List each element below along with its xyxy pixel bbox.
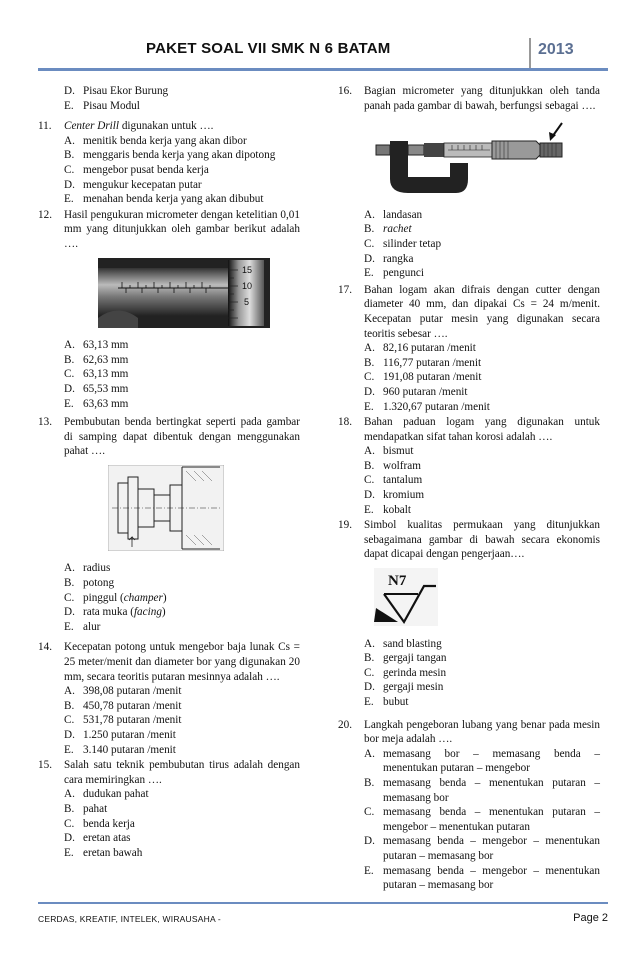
option-c: C. 191,08 putaran /menit (364, 371, 482, 384)
micrometer-reading-photo (64, 258, 300, 333)
option: E. Pisau Modul (64, 99, 140, 112)
option-d: D. memasang benda – mengebor – menentukan putaran – memasang bor (364, 835, 600, 862)
scale-number: 15 (242, 264, 253, 275)
question-stem: Bahan paduan logam yang digunakan untuk mendapatkan sifat tahan korosi adalah …. (364, 416, 600, 443)
question-12 (38, 208, 300, 411)
option-d: D. kromium (364, 489, 425, 502)
question-number: 20. (338, 718, 352, 731)
scale-number: 5 (244, 296, 250, 307)
header-divider (529, 38, 531, 68)
option-d: D. 1.250 putaran /menit (64, 729, 176, 741)
option-e: E. pengunci (364, 267, 425, 280)
option-c: C. benda kerja (64, 817, 135, 830)
option-b: B. potong (64, 577, 115, 590)
page-footer (38, 902, 608, 924)
footer-rule (38, 902, 608, 904)
question-stem: Center Drill digunakan untuk …. (64, 120, 214, 133)
q10-continued-options (38, 84, 300, 113)
option-e: E. eretan bawah (64, 846, 143, 859)
option-e: E. 3.140 putaran /menit (64, 743, 176, 756)
option-a: A. 82,16 putaran /menit (364, 342, 476, 355)
option-b: B. menggaris benda kerja yang akan dipotong (64, 149, 276, 162)
question-11 (38, 119, 300, 207)
option-b: B. rachet (364, 223, 412, 236)
right-column (338, 84, 600, 894)
micrometer-drawing (364, 119, 600, 202)
question-number: 11. (38, 120, 52, 133)
option-e: E. alur (64, 620, 101, 633)
header-rule (38, 68, 608, 71)
option-d: D. rangka (364, 252, 414, 265)
option-c: C. pinggul (champer) (64, 591, 167, 604)
page-number: Page 2 (573, 912, 608, 924)
option-b: B. wolfram (364, 459, 421, 472)
option-e: E. 1.320,67 putaran /menit (364, 400, 490, 413)
option-d: D. 65,53 mm (64, 382, 129, 395)
document-year: 2013 (538, 41, 574, 58)
option-c: C. tantalum (364, 474, 423, 487)
option-d: D. eretan atas (64, 832, 131, 845)
question-stem: Pembubutan benda bertingkat seperti pada gambar di samping dapat dibentuk dengan menggunakan pahat …. (64, 416, 300, 458)
question-stem: Bahan logam akan difrais dengan cutter dengan diameter 40 mm, dan dipakai Cs = 24 m/menit. Kecepatan putar mesin yang digunakan secara teoritis sebesar …. (364, 283, 600, 340)
option: D. Pisau Ekor Burung (64, 85, 169, 97)
question-number: 15. (38, 759, 52, 772)
option-b: B. 62,63 mm (64, 353, 129, 366)
question-number: 17. (338, 283, 352, 296)
option-c: C. mengebor pusat benda kerja (64, 163, 209, 176)
option-a: A. 63,13 mm (64, 339, 129, 352)
option-e: E. menahan benda kerja yang akan dibubut (64, 193, 264, 206)
page-header (38, 38, 608, 70)
question-stem: Simbol kualitas permukaan yang ditunjukkan sebagaimana gambar di bawah secara ekonomis dapat dicapai dengan pengerjaan…. (364, 519, 600, 561)
option-d: D. 960 putaran /menit (364, 385, 468, 398)
stepped-workpiece-drawing (64, 465, 300, 556)
question-number: 13. (38, 416, 52, 429)
option-d: D. gergaji mesin (364, 681, 444, 694)
question-stem: Langkah pengeboran lubang yang benar pada mesin bor meja adalah …. (364, 718, 600, 746)
option-a: A. sand blasting (364, 637, 442, 650)
option-c: C. 531,78 putaran /menit (64, 714, 182, 727)
question-20 (338, 718, 600, 893)
question-number: 14. (38, 641, 52, 654)
option-a: A. dudukan pahat (64, 788, 149, 801)
option-c: C. gerinda mesin (364, 666, 447, 679)
option-a: A. menitik benda kerja yang akan dibor (64, 134, 247, 147)
document-title: PAKET SOAL VII SMK N 6 BATAM (146, 40, 391, 57)
question-stem: Kecepatan potong untuk mengebor baja lunak Cs = 25 meter/menit dan diameter bor yang digunakan 20 mm, secara teoritis putaran mesinnya adalah …. (64, 641, 300, 683)
left-column (38, 84, 300, 861)
question-number: 12. (38, 208, 52, 221)
option-b: B. 116,77 putaran /menit (364, 356, 482, 369)
option-a: A. landasan (364, 208, 423, 221)
option-d: D. mengukur kecepatan putar (64, 178, 202, 191)
option-c: C. silinder tetap (364, 237, 442, 250)
question-17 (338, 283, 600, 414)
question-14 (38, 640, 300, 757)
question-13 (38, 415, 300, 634)
option-e: E. kobalt (364, 503, 411, 516)
option-c: C. memasang benda – menentukan putaran – mengebor – menentukan putaran (364, 806, 600, 833)
option-b: B. memasang benda – menentukan putaran – memasang bor (364, 776, 600, 804)
question-number: 18. (338, 416, 352, 429)
scale-number: 10 (242, 280, 253, 291)
roughness-label: N7 (388, 573, 407, 590)
option-c: C. 63,13 mm (64, 368, 129, 381)
option-a: A. radius (64, 562, 111, 575)
option-e: E. bubut (364, 696, 409, 708)
question-stem: Bagian micrometer yang ditunjukkan oleh tanda panah pada gambar di bawah, berfungsi sebagai …. (364, 85, 600, 112)
option-b: B. 450,78 putaran /menit (64, 699, 182, 712)
question-stem: Hasil pengukuran micrometer dengan ketelitian 0,01 mm yang ditunjukkan oleh gambar berikut adalah …. (64, 208, 300, 250)
footer-motto: CERDAS, KREATIF, INTELEK, WIRAUSAHA - (38, 914, 221, 924)
option-d: D. rata muka (facing) (64, 606, 166, 619)
option-b: B. gergaji tangan (364, 652, 447, 665)
surface-roughness-symbol (364, 568, 600, 631)
question-number: 16. (338, 85, 352, 97)
option-a: A. memasang bor – memasang benda – menentukan putaran – mengebor (364, 747, 600, 775)
option-b: B. pahat (64, 802, 108, 815)
question-19 (338, 518, 600, 709)
question-stem: Salah satu teknik pembubutan tirus adalah dengan cara memiringkan …. (64, 759, 300, 786)
option-a: A. bismut (364, 445, 414, 458)
option-e: E. memasang benda – mengebor – menentukan putaran – memasang bor (364, 864, 600, 892)
question-18 (338, 415, 600, 517)
option-e: E. 63,63 mm (64, 397, 129, 410)
question-15 (38, 758, 300, 860)
option-a: A. 398,08 putaran /menit (64, 685, 182, 698)
question-16 (338, 84, 600, 281)
question-number: 19. (338, 519, 352, 532)
